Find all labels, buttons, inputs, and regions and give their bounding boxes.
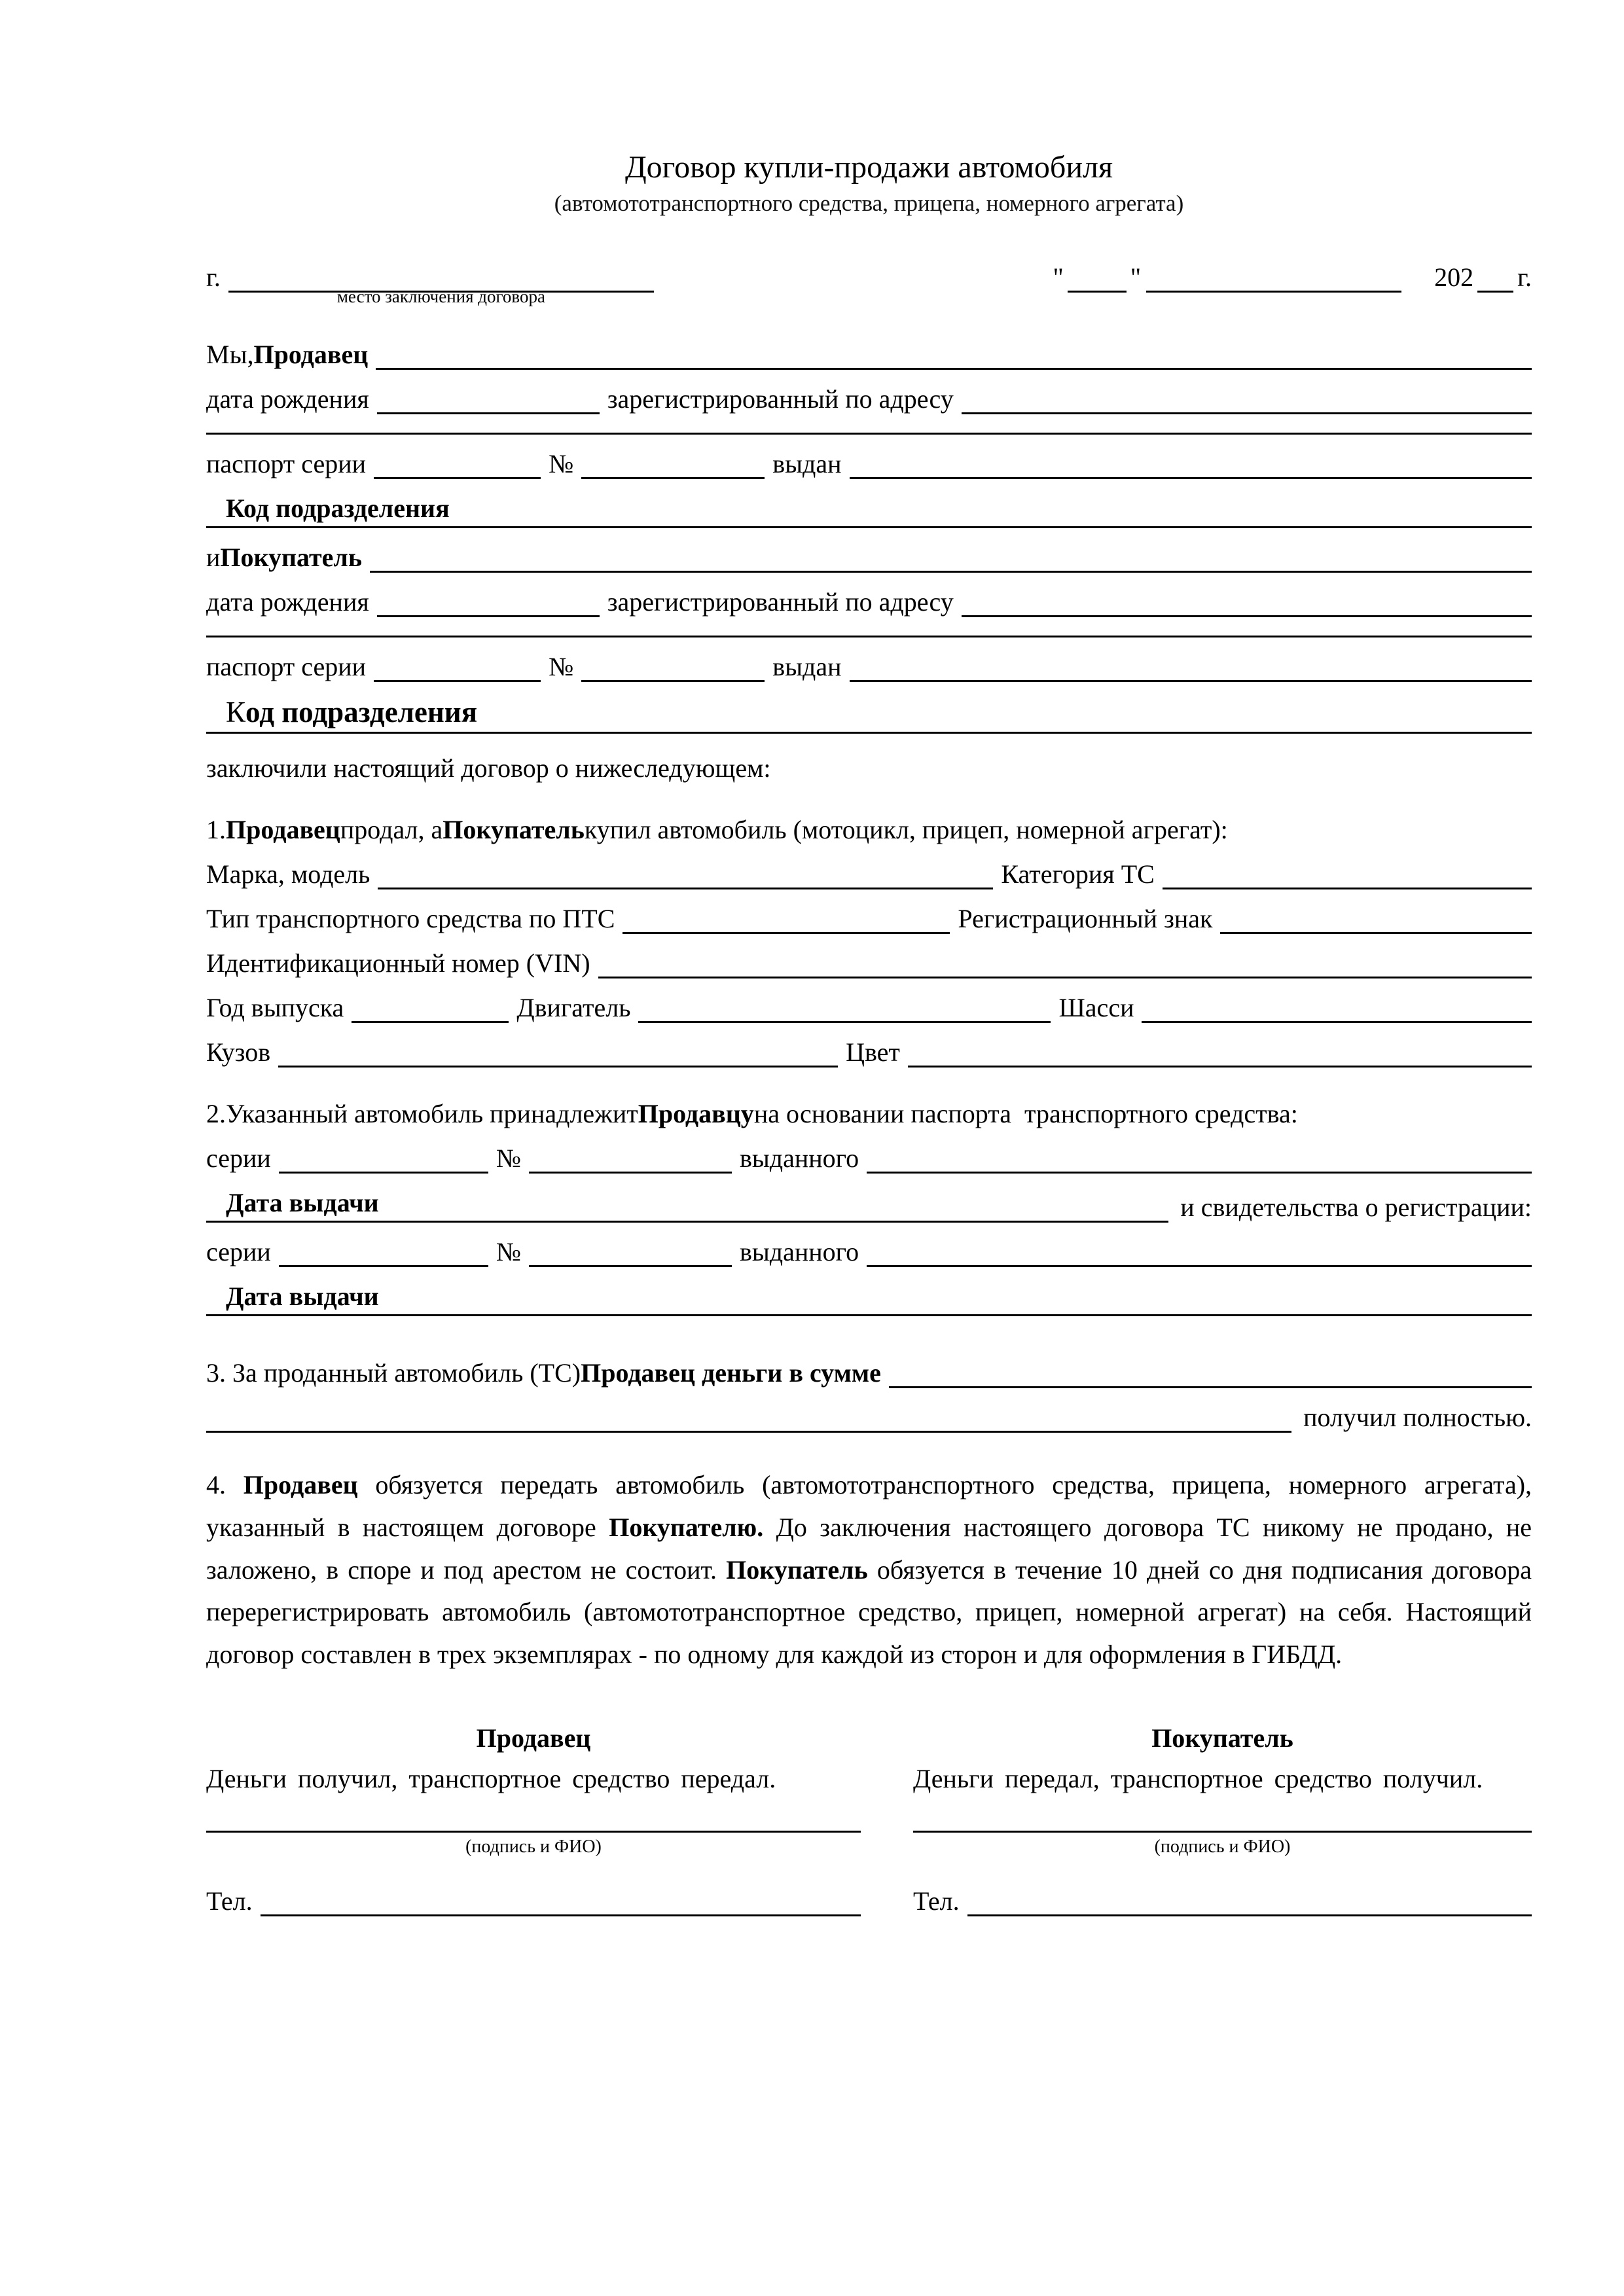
- chassis-blank: [1142, 1013, 1532, 1023]
- header-row: [206, 262, 1532, 307]
- vin-blank: [598, 969, 1532, 978]
- seller-address-blank: [962, 404, 1532, 414]
- section-4-paragraph: [206, 1464, 1532, 1676]
- buyer-division-label-initial: К: [226, 696, 246, 729]
- sum-cont-blank: [206, 1423, 1291, 1433]
- plate-blank: [1220, 924, 1532, 934]
- seller-passport-row: [206, 449, 1532, 479]
- seller-address-cont-row: [206, 425, 1532, 435]
- buyer-block: [206, 543, 1532, 783]
- section1-buyer-bold: Покупатель: [442, 814, 585, 844]
- seller-passport-series-blank: [374, 469, 541, 479]
- pts-issue-date-row: [206, 1188, 1532, 1223]
- category-label: Категория ТС: [1001, 859, 1155, 889]
- buyer-passport-no-label: №: [549, 652, 574, 682]
- type-label: Тип транспортного средства по ПТС: [206, 903, 615, 933]
- section4-bold-seller: Продавец: [243, 1469, 358, 1499]
- cert-issued-label: выданного: [739, 1236, 859, 1266]
- body-label: Кузов: [206, 1037, 271, 1067]
- type-blank: [623, 924, 950, 934]
- pts-issued-label: выданного: [739, 1143, 859, 1173]
- place-caption: место заключения договора: [336, 287, 545, 307]
- section1-num: 1.: [206, 814, 226, 844]
- type-row: [206, 904, 1532, 934]
- cert-issued-blank: [867, 1257, 1532, 1267]
- buyer-signature-caption: (подпись и ФИО): [1154, 1836, 1291, 1857]
- cert-series-blank: [279, 1257, 488, 1267]
- make-blank: [378, 880, 993, 889]
- section2-tail: на основании паспорта транспортного средства:: [753, 1098, 1298, 1128]
- section-3: [206, 1358, 1532, 1433]
- buyer-passport-no-blank: [581, 672, 765, 682]
- seller-passport-label: паспорт серии: [206, 449, 367, 479]
- engine-label: Двигатель: [516, 992, 631, 1022]
- seller-birth-blank: [377, 404, 600, 414]
- conclusion-text: заключили настоящий договор о нижеследующем:: [206, 753, 771, 783]
- buyer-passport-series-blank: [374, 672, 541, 682]
- signatures-section: [206, 1723, 1532, 1916]
- section4-bold-buyer: Покупатель: [726, 1554, 868, 1585]
- seller-address-cont-blank: [206, 425, 1532, 435]
- day-quote-close: ": [1130, 262, 1142, 293]
- page-title: Договор купли-продажи автомобиля: [624, 150, 1113, 185]
- buyer-birth-row: [206, 587, 1532, 617]
- sum-row: [206, 1358, 1532, 1388]
- section2-seller-bold: Продавцу: [638, 1098, 754, 1128]
- buyer-signature-line: [913, 1794, 1532, 1833]
- conclusion-row: [206, 753, 1532, 783]
- seller-name-blank: [376, 360, 1532, 370]
- buyer-signature-heading: Покупатель: [1151, 1723, 1293, 1753]
- section3-pre: 3. За проданный автомобиль (ТС): [206, 1357, 581, 1388]
- seller-phone-row: [206, 1886, 861, 1916]
- buyer-address-blank: [962, 607, 1532, 617]
- year-row: [206, 993, 1532, 1023]
- date-field: [1053, 262, 1532, 293]
- color-blank: [908, 1058, 1532, 1067]
- buyer-passport-label: паспорт серии: [206, 652, 367, 682]
- cert-no-label: №: [496, 1236, 521, 1266]
- seller-address-label: зарегистрированный по адресу: [607, 384, 954, 414]
- section2-num: 2.: [206, 1098, 226, 1128]
- section3-bold: Продавец деньги в сумме: [581, 1357, 881, 1388]
- body-row: [206, 1037, 1532, 1067]
- seller-signature-caption: (подпись и ФИО): [465, 1836, 602, 1857]
- seller-name-row: [206, 340, 1532, 370]
- year-label: Год выпуска: [206, 992, 344, 1022]
- received-text: получил полностью.: [1303, 1402, 1532, 1432]
- buyer-address-label: зарегистрированный по адресу: [607, 587, 954, 617]
- buyer-address-cont-blank: [206, 628, 1532, 637]
- seller-birth-label: дата рождения: [206, 384, 369, 414]
- buyer-address-cont-row: [206, 628, 1532, 637]
- vin-label: Идентификационный номер (VIN): [206, 948, 590, 978]
- buyer-name-blank: [370, 563, 1532, 573]
- make-row: [206, 859, 1532, 889]
- year-suffix: г.: [1517, 262, 1532, 293]
- seller-passport-issued-blank: [850, 469, 1532, 479]
- year-blank: [1477, 283, 1513, 293]
- seller-passport-no-label: №: [549, 449, 574, 479]
- section2-pre: Указанный автомобиль принадлежит: [226, 1098, 638, 1128]
- pts-issue-date-label: Дата выдачи: [226, 1187, 379, 1217]
- seller-phone-blank: [261, 1907, 861, 1916]
- seller-signature-heading: Продавец: [476, 1723, 591, 1753]
- section4-text-1: обязуется передать автомобиль (автомототранспортного средства, прицепа, номерного агрегата), указанный в настоящем договоре: [206, 1469, 1532, 1542]
- section-1: [206, 815, 1532, 1067]
- category-blank: [1163, 880, 1532, 889]
- section-2: [206, 1099, 1532, 1316]
- city-label: г.: [206, 262, 221, 293]
- section1-seller-bold: Продавец: [226, 814, 340, 844]
- pts-issued-blank: [867, 1164, 1532, 1174]
- buyer-birth-label: дата рождения: [206, 587, 369, 617]
- seller-block: [206, 340, 1532, 528]
- buyer-statement: Деньги передал, транспортное средство получил.: [913, 1763, 1483, 1793]
- page-subtitle: (автомототранспортного средства, прицепа, номерного агрегата): [554, 190, 1184, 217]
- chassis-label: Шасси: [1058, 992, 1134, 1022]
- pts-no-label: №: [496, 1143, 521, 1173]
- buyer-intro: и: [206, 543, 221, 573]
- section4-num: 4.: [206, 1469, 226, 1499]
- sum-cont-row: [206, 1403, 1532, 1433]
- seller-intro-bold: Продавец: [253, 340, 369, 370]
- seller-division-label: Код подразделения: [226, 493, 450, 524]
- section1-tail: купил автомобиль (мотоцикл, прицеп, номерной агрегат):: [584, 814, 1228, 844]
- buyer-passport-row: [206, 652, 1532, 682]
- sum-blank: [889, 1378, 1532, 1388]
- color-label: Цвет: [846, 1037, 900, 1067]
- make-label: Марка, модель: [206, 859, 370, 889]
- pts-series-row: [206, 1143, 1532, 1174]
- seller-intro: Мы,: [206, 340, 254, 370]
- buyer-division-row: [206, 696, 1532, 734]
- pts-series-blank: [279, 1164, 488, 1174]
- seller-signature-line: [206, 1794, 861, 1833]
- pts-no-blank: [529, 1164, 732, 1174]
- buyer-phone-label: Тел.: [913, 1886, 960, 1916]
- cert-text: и свидетельства о регистрации:: [1180, 1192, 1532, 1222]
- vin-row: [206, 948, 1532, 978]
- buyer-phone-blank: [967, 1907, 1532, 1916]
- pts-issue-date-rule: [206, 1188, 1168, 1223]
- cert-series-label: серии: [206, 1236, 271, 1266]
- buyer-passport-issued-label: выдан: [772, 652, 842, 682]
- section4-bold-buyer-dat: Покупателю.: [609, 1512, 764, 1542]
- section1-intro-row: [206, 815, 1532, 845]
- place-field: [228, 283, 654, 307]
- seller-passport-issued-label: выдан: [772, 449, 842, 479]
- buyer-signature-column: [913, 1723, 1532, 1916]
- seller-phone-label: Тел.: [206, 1886, 253, 1916]
- cert-no-blank: [529, 1257, 732, 1267]
- seller-division-row: [206, 493, 1532, 528]
- buyer-passport-issued-blank: [850, 672, 1532, 682]
- cert-series-row: [206, 1237, 1532, 1267]
- seller-signature-column: [206, 1723, 861, 1916]
- day-blank: [1068, 283, 1127, 293]
- pts-series-label: серии: [206, 1143, 271, 1173]
- engine-blank: [638, 1013, 1051, 1023]
- day-quote-open: ": [1053, 262, 1064, 293]
- cert-issue-date-row: [206, 1282, 1532, 1316]
- seller-birth-row: [206, 384, 1532, 414]
- seller-passport-no-blank: [581, 469, 765, 479]
- buyer-phone-row: [913, 1886, 1532, 1916]
- buyer-intro-bold: Покупатель: [220, 543, 363, 573]
- year-prefix: 202: [1434, 262, 1474, 293]
- section2-intro-row: [206, 1099, 1532, 1129]
- section4-text-3: обязуется в течение 10 дней со дня подписания договора перерегистрировать автомобиль (автомототранспортное средство, прицеп, номерной агрегат) на себя. Настоящий договор составлен в трех экземплярах - по одному для каждой из сторон и для оформления в ГИБДД.: [206, 1554, 1532, 1670]
- month-blank: [1146, 283, 1401, 293]
- plate-label: Регистрационный знак: [958, 903, 1213, 933]
- buyer-name-row: [206, 543, 1532, 573]
- buyer-birth-blank: [377, 607, 600, 617]
- cert-issue-date-label: Дата выдачи: [226, 1281, 379, 1311]
- section4-text-2: До заключения настоящего договора ТС никому не продано, не заложено, в споре и под арестом не состоит.: [206, 1512, 1532, 1585]
- buyer-division-label: од подразделения: [245, 696, 478, 729]
- body-blank: [278, 1058, 838, 1067]
- year-blank-field: [352, 1013, 509, 1023]
- section1-mid: продал, а: [340, 814, 443, 844]
- seller-statement: Деньги получил, транспортное средство передал.: [206, 1763, 776, 1793]
